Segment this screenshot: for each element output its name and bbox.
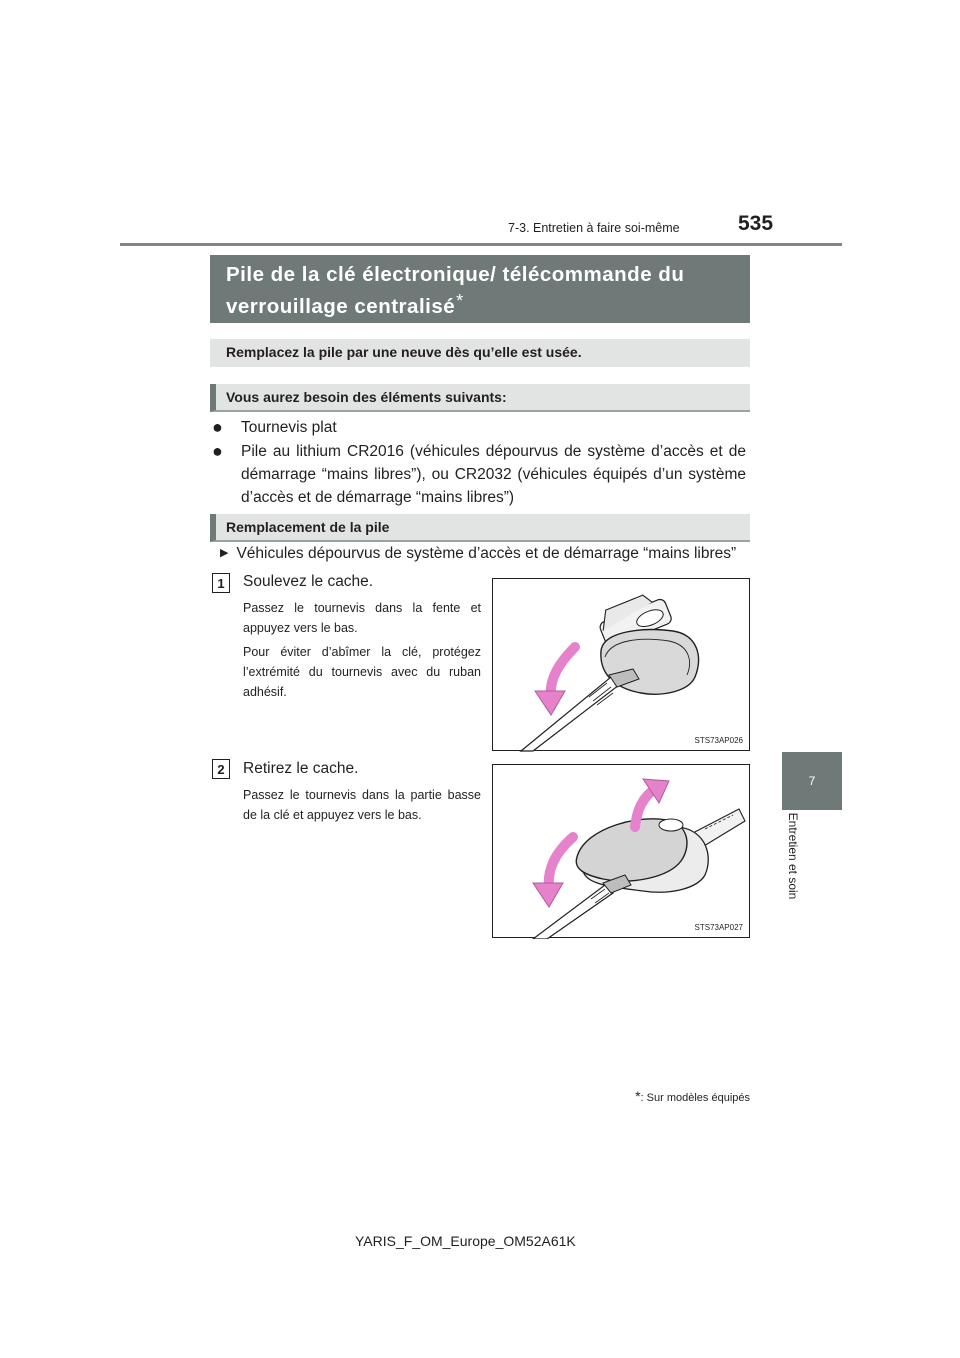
list-item-text: Pile au lithium CR2016 (véhicules dépourvus de système d’accès et de démarrage “mains libres”), ou CR2032 (véhicules équipés d’un système d’accès et de démarrage “mains libres”) <box>241 443 746 506</box>
step-2-desc: Passez le tournevis dans la partie basse de la clé et appuyez vers le bas. <box>243 788 481 822</box>
condition-line <box>220 545 736 563</box>
step-1-title: Soulevez le cache. <box>243 573 374 590</box>
figure-step-1 <box>492 578 750 751</box>
step-1-desc: Passez le tournevis dans la fente et appuyez vers le bas. <box>243 601 481 635</box>
list-item-text: Tournevis plat <box>241 419 337 436</box>
step-2-title: Retirez le cache. <box>243 760 359 777</box>
step-1-number: 1 <box>212 573 230 593</box>
list-item <box>212 416 746 440</box>
equipped-mark: * <box>456 291 464 311</box>
figure-code: STS73AP026 <box>694 736 743 745</box>
list-item <box>212 440 746 512</box>
needs-heading: Vous aurez besoin des éléments suivants: <box>210 384 750 412</box>
footnote-text: : Sur modèles équipés <box>640 1092 750 1104</box>
page-number: 535 <box>738 212 774 235</box>
replacement-heading: Remplacement de la pile <box>210 514 750 542</box>
figure-step-2 <box>492 764 750 938</box>
step-2-number: 2 <box>212 759 230 779</box>
document-id: YARIS_F_OM_Europe_OM52A61K <box>355 1233 576 1249</box>
condition-text: Véhicules dépourvus de système d’accès et de démarrage “mains libres” <box>236 545 737 562</box>
page-title-text: Pile de la clé électronique/ télécommande du verrouillage centralisé <box>226 263 685 318</box>
step-1-note: Pour éviter d’abîmer la clé, protégez l’extrémité du tournevis avec du ruban adhésif. <box>243 645 481 699</box>
footnote-mark: * <box>635 1088 641 1104</box>
key-illustration-1 <box>493 579 751 752</box>
figure-code: STS73AP027 <box>694 923 743 932</box>
chapter-number: 7 <box>808 774 816 788</box>
triangle-icon: ▶ <box>220 547 229 559</box>
bullet-icon: ● <box>212 417 223 437</box>
footnote <box>620 1088 750 1104</box>
page-title <box>210 255 750 323</box>
section-header: 7-3. Entretien à faire soi-même <box>508 221 680 235</box>
intro-bar: Remplacez la pile par une neuve dès qu’elle est usée. <box>210 339 750 367</box>
key-illustration-2 <box>493 765 751 939</box>
header-rule <box>120 243 842 246</box>
chapter-label: Entretien et soin <box>786 812 800 900</box>
bullet-icon: ● <box>212 441 223 461</box>
